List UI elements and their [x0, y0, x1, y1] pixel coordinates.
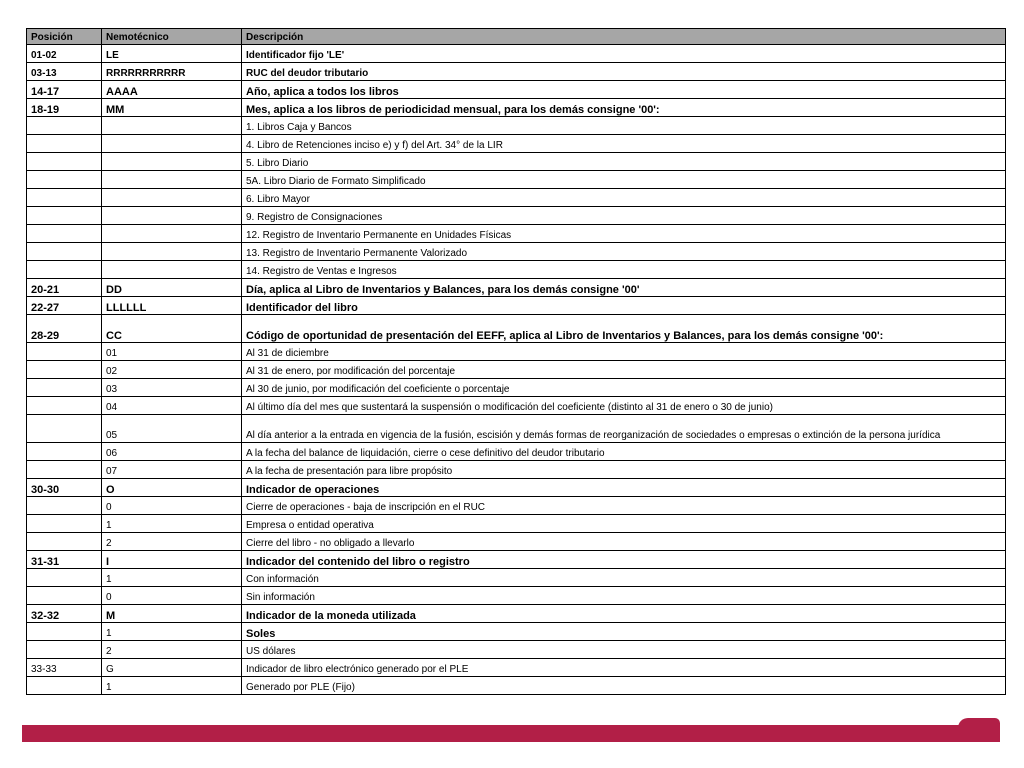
table-row — [27, 261, 1006, 279]
cell-descripcion: 9. Registro de Consignaciones — [242, 207, 1006, 225]
cell-posicion — [27, 533, 102, 551]
cell-nemotecnico: 1 — [102, 515, 242, 533]
table-row — [27, 63, 1006, 81]
cell-descripcion: 5. Libro Diario — [242, 153, 1006, 171]
cell-descripcion: Cierre del libro - no obligado a llevarlo — [242, 533, 1006, 551]
cell-nemotecnico: 1 — [102, 569, 242, 587]
header-descripcion: Descripción — [242, 29, 1006, 45]
table-row — [27, 415, 1006, 443]
cell-nemotecnico: LLLLLL — [102, 297, 242, 315]
table-row — [27, 379, 1006, 397]
cell-descripcion: 6. Libro Mayor — [242, 189, 1006, 207]
cell-nemotecnico — [102, 153, 242, 171]
cell-nemotecnico — [102, 135, 242, 153]
table-row — [27, 343, 1006, 361]
cell-posicion — [27, 397, 102, 415]
table-row — [27, 171, 1006, 189]
table-row — [27, 45, 1006, 63]
cell-descripcion: 5A. Libro Diario de Formato Simplificado — [242, 171, 1006, 189]
cell-descripcion: 12. Registro de Inventario Permanente en Unidades Físicas — [242, 225, 1006, 243]
table-row — [27, 497, 1006, 515]
cell-descripcion: 4. Libro de Retenciones inciso e) y f) del Art. 34° de la LIR — [242, 135, 1006, 153]
cell-posicion: 22-27 — [27, 297, 102, 315]
cell-nemotecnico: 2 — [102, 641, 242, 659]
table-row — [27, 479, 1006, 497]
cell-descripcion: Indicador de la moneda utilizada — [242, 605, 1006, 623]
cell-posicion — [27, 153, 102, 171]
cell-posicion — [27, 189, 102, 207]
cell-posicion — [27, 243, 102, 261]
cell-nemotecnico: CC — [102, 315, 242, 343]
cell-posicion — [27, 677, 102, 695]
cell-nemotecnico: 02 — [102, 361, 242, 379]
table-row — [27, 533, 1006, 551]
cell-descripcion: Cierre de operaciones - baja de inscripción en el RUC — [242, 497, 1006, 515]
cell-posicion — [27, 497, 102, 515]
table-row — [27, 659, 1006, 677]
cell-nemotecnico: O — [102, 479, 242, 497]
cell-posicion — [27, 461, 102, 479]
cell-posicion — [27, 587, 102, 605]
cell-nemotecnico: 03 — [102, 379, 242, 397]
cell-descripcion: RUC del deudor tributario — [242, 63, 1006, 81]
cell-posicion — [27, 443, 102, 461]
cell-nemotecnico: 0 — [102, 497, 242, 515]
cell-nemotecnico — [102, 243, 242, 261]
cell-descripcion: 13. Registro de Inventario Permanente Valorizado — [242, 243, 1006, 261]
table-row — [27, 135, 1006, 153]
table-row — [27, 117, 1006, 135]
cell-posicion — [27, 515, 102, 533]
footer-bar — [22, 725, 1000, 742]
cell-descripcion: Al día anterior a la entrada en vigencia de la fusión, escisión y demás formas de reorganización de sociedades o empresas o extinción de la persona jurídica — [242, 415, 1006, 443]
cell-nemotecnico — [102, 261, 242, 279]
table-row — [27, 81, 1006, 99]
table-row — [27, 279, 1006, 297]
cell-descripcion: Al 31 de diciembre — [242, 343, 1006, 361]
cell-descripcion: Indicador de operaciones — [242, 479, 1006, 497]
cell-nemotecnico: M — [102, 605, 242, 623]
header-nemotecnico: Nemotécnico — [102, 29, 242, 45]
cell-nemotecnico: DD — [102, 279, 242, 297]
cell-posicion — [27, 135, 102, 153]
cell-descripcion: 1. Libros Caja y Bancos — [242, 117, 1006, 135]
table-row — [27, 297, 1006, 315]
header-posicion: Posición — [27, 29, 102, 45]
cell-posicion — [27, 261, 102, 279]
specification-table — [26, 28, 1006, 695]
table-row — [27, 587, 1006, 605]
table-row — [27, 515, 1006, 533]
cell-posicion — [27, 207, 102, 225]
table-row — [27, 443, 1006, 461]
table-row — [27, 551, 1006, 569]
cell-descripcion: Año, aplica a todos los libros — [242, 81, 1006, 99]
cell-posicion — [27, 623, 102, 641]
cell-nemotecnico — [102, 189, 242, 207]
cell-posicion — [27, 225, 102, 243]
cell-nemotecnico: 07 — [102, 461, 242, 479]
cell-posicion: 18-19 — [27, 99, 102, 117]
cell-nemotecnico: AAAA — [102, 81, 242, 99]
cell-descripcion: Indicador del contenido del libro o registro — [242, 551, 1006, 569]
cell-posicion: 33-33 — [27, 659, 102, 677]
cell-posicion — [27, 379, 102, 397]
table-row — [27, 569, 1006, 587]
cell-descripcion: Al 30 de junio, por modificación del coeficiente o porcentaje — [242, 379, 1006, 397]
table-row — [27, 99, 1006, 117]
table-row — [27, 189, 1006, 207]
cell-posicion — [27, 117, 102, 135]
cell-posicion — [27, 343, 102, 361]
cell-nemotecnico: 01 — [102, 343, 242, 361]
cell-nemotecnico — [102, 225, 242, 243]
cell-nemotecnico: 2 — [102, 533, 242, 551]
cell-posicion: 01-02 — [27, 45, 102, 63]
cell-nemotecnico: I — [102, 551, 242, 569]
cell-nemotecnico: RRRRRRRRRRR — [102, 63, 242, 81]
cell-descripcion: Código de oportunidad de presentación del EEFF, aplica al Libro de Inventarios y Balances, para los demás consigne '00': — [242, 315, 1006, 343]
cell-descripcion: Soles — [242, 623, 1006, 641]
cell-nemotecnico: MM — [102, 99, 242, 117]
cell-descripcion: Identificador fijo 'LE' — [242, 45, 1006, 63]
table-row — [27, 361, 1006, 379]
table-header-row — [27, 29, 1006, 45]
table-row — [27, 605, 1006, 623]
table-row — [27, 315, 1006, 343]
cell-descripcion: Identificador del libro — [242, 297, 1006, 315]
cell-nemotecnico — [102, 117, 242, 135]
cell-posicion: 30-30 — [27, 479, 102, 497]
table-row — [27, 641, 1006, 659]
table-row — [27, 461, 1006, 479]
cell-descripcion: Al último día del mes que sustentará la suspensión o modificación del coeficiente (distinto al 31 de enero o 30 de junio) — [242, 397, 1006, 415]
table-row — [27, 225, 1006, 243]
cell-descripcion: A la fecha del balance de liquidación, cierre o cese definitivo del deudor tributario — [242, 443, 1006, 461]
cell-nemotecnico: G — [102, 659, 242, 677]
cell-posicion — [27, 361, 102, 379]
table-row — [27, 677, 1006, 695]
cell-descripcion: Al 31 de enero, por modificación del porcentaje — [242, 361, 1006, 379]
cell-descripcion: A la fecha de presentación para libre propósito — [242, 461, 1006, 479]
cell-descripcion: Sin información — [242, 587, 1006, 605]
cell-nemotecnico — [102, 207, 242, 225]
cell-descripcion: Día, aplica al Libro de Inventarios y Balances, para los demás consigne '00' — [242, 279, 1006, 297]
table-row — [27, 397, 1006, 415]
cell-posicion — [27, 641, 102, 659]
cell-nemotecnico: 1 — [102, 677, 242, 695]
cell-descripcion: Empresa o entidad operativa — [242, 515, 1006, 533]
cell-posicion: 03-13 — [27, 63, 102, 81]
cell-posicion — [27, 569, 102, 587]
cell-nemotecnico: LE — [102, 45, 242, 63]
cell-nemotecnico: 05 — [102, 415, 242, 443]
table-body — [27, 45, 1006, 695]
table-row — [27, 207, 1006, 225]
cell-nemotecnico: 06 — [102, 443, 242, 461]
cell-posicion: 14-17 — [27, 81, 102, 99]
cell-posicion — [27, 171, 102, 189]
cell-descripcion: Mes, aplica a los libros de periodicidad mensual, para los demás consigne '00': — [242, 99, 1006, 117]
cell-descripcion: Generado por PLE (Fijo) — [242, 677, 1006, 695]
cell-descripcion: US dólares — [242, 641, 1006, 659]
cell-posicion: 28-29 — [27, 315, 102, 343]
table-row — [27, 243, 1006, 261]
cell-descripcion: Con información — [242, 569, 1006, 587]
cell-descripcion: 14. Registro de Ventas e Ingresos — [242, 261, 1006, 279]
table-row — [27, 623, 1006, 641]
cell-posicion: 31-31 — [27, 551, 102, 569]
cell-posicion: 20-21 — [27, 279, 102, 297]
cell-nemotecnico: 0 — [102, 587, 242, 605]
cell-nemotecnico: 04 — [102, 397, 242, 415]
cell-descripcion: Indicador de libro electrónico generado por el PLE — [242, 659, 1006, 677]
cell-posicion — [27, 415, 102, 443]
cell-posicion: 32-32 — [27, 605, 102, 623]
cell-nemotecnico: 1 — [102, 623, 242, 641]
table-row — [27, 153, 1006, 171]
cell-nemotecnico — [102, 171, 242, 189]
